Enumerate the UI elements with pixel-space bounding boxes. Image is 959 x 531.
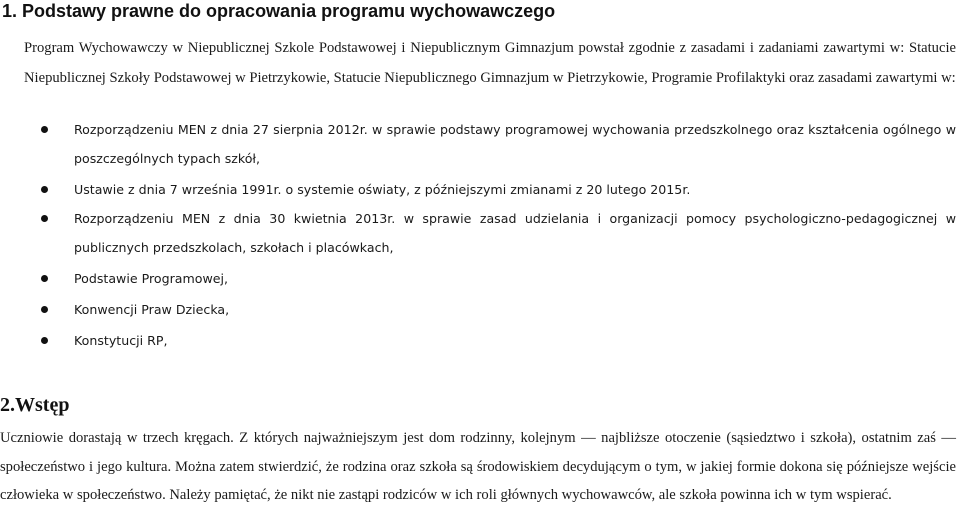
section-2-body: Uczniowie dorastają w trzech kręgach. Z których najważniejszym jest dom rodzinny, kolejnym — najbliższe otoczenie (sąsiedztwo i szkoła), ostatnim zaś — społeczeństwo i jego kultura. Można zatem stwierdzić, że rodzina oraz szkoła są środowiskiem decydującym o tym, w jakiej formie dokona się późniejsze wejście człowieka w społeczeństwo. Należy pamiętać, że nikt nie zastąpi rodziców w ich roli głównych wychowawców, ale szkoła powinna ich w tym wspierać. <box>0 430 956 503</box>
section-1-heading: 1. Podstawy prawne do opracowania programu wychowawczego <box>2 1 556 21</box>
legal-basis-list <box>40 115 956 355</box>
bullet-icon <box>41 337 48 344</box>
list-item <box>40 175 956 204</box>
list-item <box>40 115 956 173</box>
list-item <box>40 204 956 262</box>
list-item <box>40 295 956 324</box>
bullet-icon <box>41 215 48 222</box>
bullet-icon <box>41 306 48 313</box>
list-item-text: Konwencji Praw Dziecka, <box>74 302 230 317</box>
bullet-icon <box>41 275 48 282</box>
list-item-text: Rozporządzeniu MEN z dnia 30 kwietnia 2013r. w sprawie zasad udzielania i organizacji pomocy psychologiczno-pedagogicznej w publicznych przedszkolach, szkołach i placówkach, <box>74 211 956 255</box>
list-item <box>40 264 956 293</box>
list-item-text: Konstytucji RP, <box>74 333 168 348</box>
list-item-text: Ustawie z dnia 7 września 1991r. o systemie oświaty, z późniejszymi zmianami z 20 lutego 2015r. <box>74 182 691 197</box>
bullet-icon <box>41 186 48 193</box>
list-item <box>40 326 956 355</box>
section-1-intro: Program Wychowawczy w Niepublicznej Szkole Podstawowej i Niepublicznym Gimnazjum powstał zgodnie z zasadami i zadaniami zawartymi w: Statucie Niepublicznej Szkoły Podstawowej w Pietrzykowie, Statucie Niepublicznego Gimnazjum w Pietrzykowie, Programie Profilaktyki oraz zasadami zawartymi w: <box>24 40 956 86</box>
section-2-heading: 2.Wstęp <box>0 394 70 416</box>
bullet-icon <box>41 126 48 133</box>
list-item-text: Podstawie Programowej, <box>74 271 229 286</box>
list-item-text: Rozporządzeniu MEN z dnia 27 sierpnia 2012r. w sprawie podstawy programowej wychowania przedszkolnego oraz kształcenia ogólnego w poszczególnych typach szkół, <box>74 122 956 166</box>
